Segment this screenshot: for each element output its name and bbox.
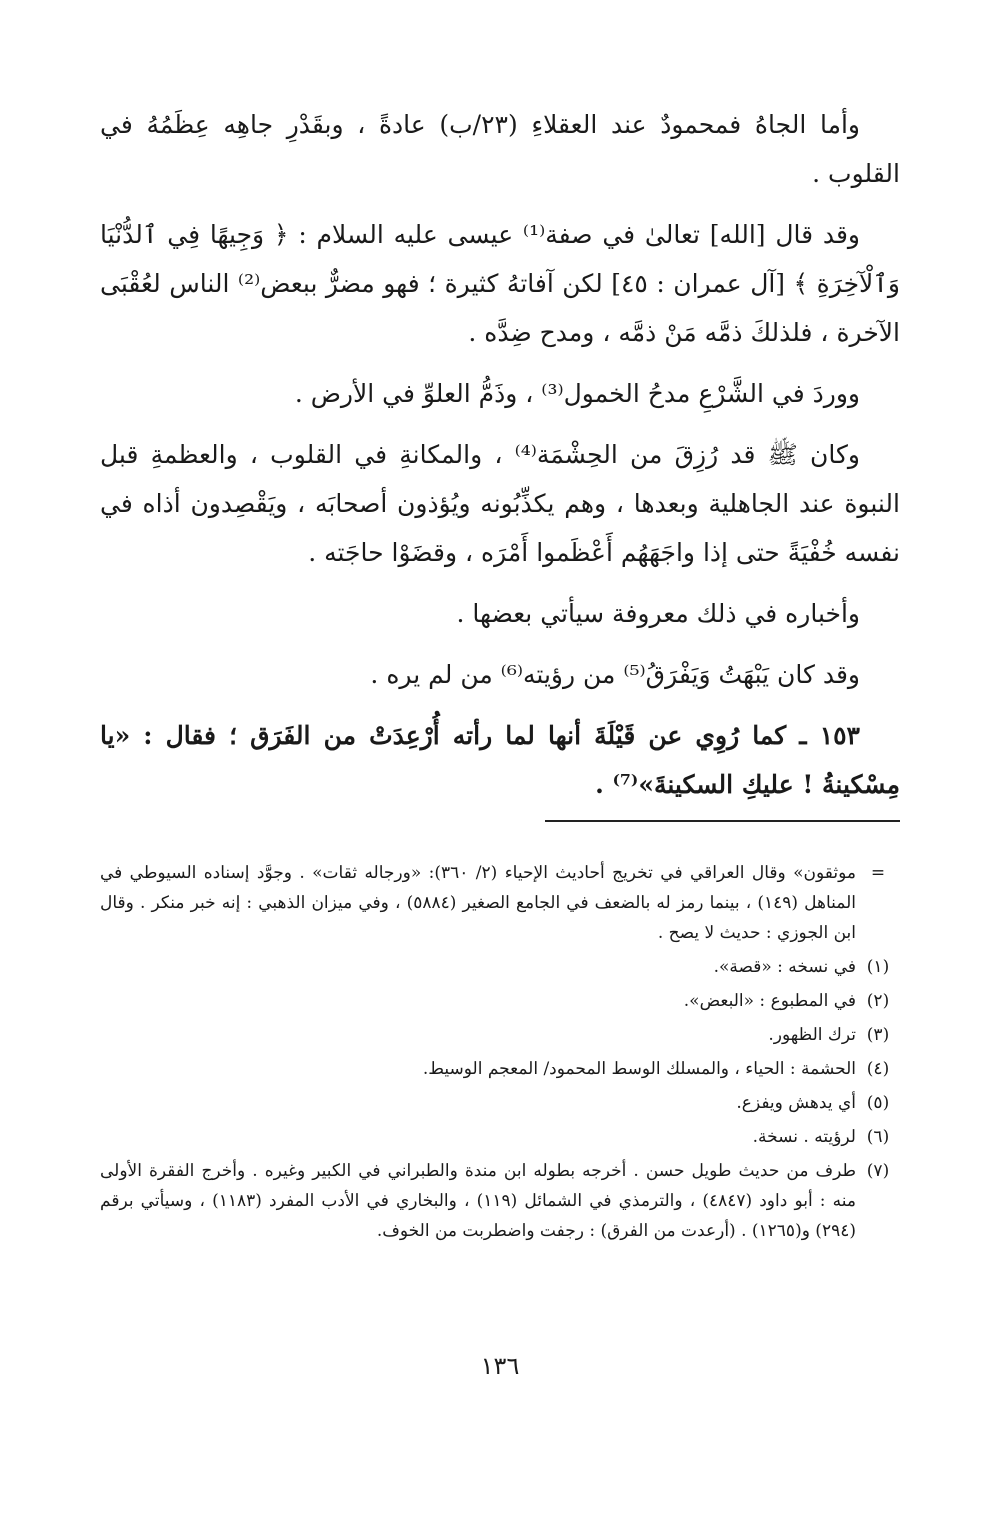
footnote-text: طرف من حديث طويل حسن . أخرجه بطوله ابن مندة والطبراني في الكبير وغيره . وأخرج الفقرة الأولى منه : أبو داود (٤٨٤٧) ، والترمذي في الشمائل (١١٩) ، والبخاري في الأدب المفرد (١١٨٣) ، وسيأتي برقم (٢٩٤) و(١٢٦٥) . (أرعدت من الفرق) : رجفت واضطربت من الخوف.	[100, 1161, 857, 1241]
footnote-mark: (٤)	[866, 1059, 890, 1079]
footnote-mark: =	[870, 863, 886, 883]
footnote-mark: (٦)	[866, 1127, 890, 1147]
footnote-text: موثقون» وقال العراقي في تخريج أحاديث الإحياء (٢/ ٣٦٠): «ورجاله ثقات» . وجوَّد إسناده السيوطي في المناهل (١٤٩) ، بينما رمز له بالضعف في الجامع الصغير (٥٨٨٤) ، وفي ميزان الذهبي : إنه خبر منكر . وقال ابن الجوزي : حديث لا يصح .	[100, 863, 856, 943]
footnote-mark: (١)	[866, 957, 890, 977]
footnote-text: أي يدهش ويفزع.	[736, 1093, 856, 1113]
main-text	[100, 100, 900, 809]
footnote-continued	[100, 858, 900, 948]
paragraph-khumul: ووردَ في الشَّرْعِ مدحُ الخمول⁽³⁾ ، وذَمُّ العلوِّ في الأرض .	[294, 379, 860, 408]
footnote-5	[100, 1088, 900, 1118]
footnote-text: الحشمة : الحياء ، والمسلك الوسط المحمود/ المعجم الوسيط.	[422, 1059, 856, 1079]
footnote-mark: (٣)	[866, 1025, 890, 1045]
footnote-7	[100, 1156, 900, 1246]
paragraph-isa: وقد قال [الله] تعالىٰ في صفة⁽¹⁾ عيسى عليه السلام : ﴿ وَجِيهًا فِي ٱلدُّنْيَا وَٱلْآخِرَةِ ﴾ [آل عمران : ٤٥] لكن آفاتهُ كثيرة ؛ فهو مضرٌّ ببعض⁽²⁾ الناس لعُقْبَى الآخرة ، فلذلكَ ذمَّه مَنْ ذمَّه ، ومدح ضِدَّه .	[100, 220, 900, 347]
paragraph-jah: وأما الجاهُ فمحمودٌ عند العقلاءِ (٢٣/ب) عادةً ، وبقَدْرِ جاهِه عِظَمُهُ في القلوب .	[100, 110, 900, 188]
footnote-text: لرؤيته . نسخة.	[752, 1127, 856, 1147]
footnote-6	[100, 1122, 900, 1152]
footnote-4	[100, 1054, 900, 1084]
footnote-text: ترك الظهور.	[768, 1025, 856, 1045]
footnote-3	[100, 1020, 900, 1050]
footnote-mark: (٢)	[866, 991, 890, 1011]
footnote-separator	[545, 820, 900, 822]
paragraph-yabhat: وقد كان يَبْهَتُ وَيَفْرَقُ⁽⁵⁾ من رؤيته⁽⁶⁾ من لم يره .	[370, 660, 860, 689]
footnote-text: في نسخه : «قصة».	[713, 957, 856, 977]
footnote-2	[100, 986, 900, 1016]
paragraph-hishma: وكان ﷺ قد رُزِقَ من الحِشْمَة⁽⁴⁾ ، والمكانةِ في القلوب ، والعظمةِ قبل النبوة عند الجاهلية وبعدها ، وهم يكذِّبُونه ويُؤذون أصحابَه ، ويَقْصِدون أذاه في نفسه خُفْيَةً حتى إذا واجَهَهُم أَعْظَموا أَمْرَه ، وقضَوْا حاجَته .	[100, 440, 900, 567]
footnote-mark: (٧)	[866, 1161, 890, 1181]
paragraph-153: ١٥٣ ـ كما رُوِي عن قَيْلَةَ أنها لما رأته أُرْعِدَتْ من الفَرَق ؛ فقال : «يا مِسْكينةُ ! عليكِ السكينةَ»⁽⁷⁾ .	[100, 721, 900, 799]
footnotes	[100, 858, 900, 1250]
paragraph-akhbar: وأخباره في ذلك معروفة سيأتي بعضها .	[456, 599, 860, 628]
footnote-text: في المطبوع : «البعض».	[683, 991, 856, 1011]
book-page	[100, 100, 900, 1500]
footnote-mark: (٥)	[866, 1093, 890, 1113]
footnote-1	[100, 952, 900, 982]
page-number: ١٣٦	[480, 1352, 520, 1380]
